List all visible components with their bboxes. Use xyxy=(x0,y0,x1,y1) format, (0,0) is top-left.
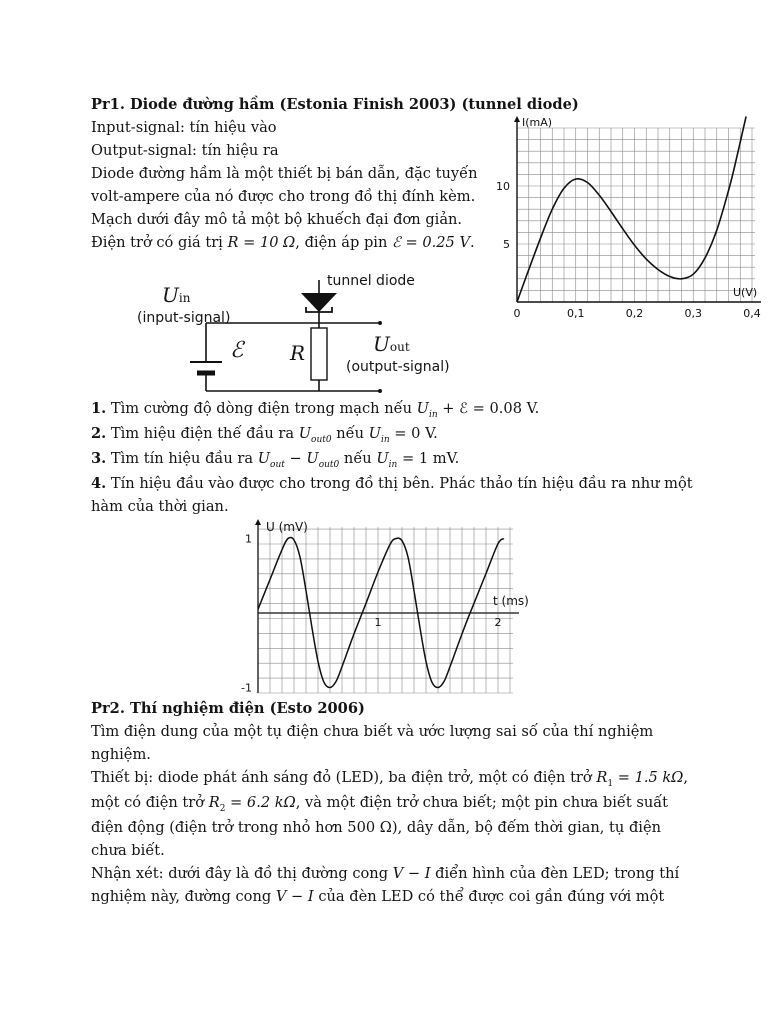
r-prefix: Điện trở có giá trị xyxy=(91,234,223,251)
uin-label: Uin xyxy=(162,283,191,307)
pr2-line-8: nghiệm này, đường cong V − I của đèn LED có thể được coi gần đúng với một xyxy=(91,888,665,905)
pr2-line-6: chưa biết. xyxy=(91,842,165,859)
pr1-line-5: Mạch dưới đây mô tả một bộ khuếch đại đơn giản. xyxy=(91,211,463,228)
x-tick-label: 0,3 xyxy=(684,307,702,320)
question-3: 3. Tìm tín hiệu đầu ra $U_{out} - U_{out0}$ nếu $U_{in} = 1$ mV. xyxy=(91,450,460,470)
pr1-line-2: Output-signal: tín hiệu ra xyxy=(91,142,279,159)
x-axis-label: t (ms) xyxy=(493,594,529,608)
question-1: 1. Tìm cường độ dòng điện trong mạch nếu $U_{in}$ + ℰ = 0.08 V. xyxy=(91,400,540,420)
pr2-line-3: Thiết bị: diode phát ánh sáng đỏ (LED), ba điện trở, một có điện trở $R_1 = 1.5$ kΩ, xyxy=(91,769,689,789)
pr2-line-7: Nhận xét: dưới đây là đồ thị đường cong V − I điển hình của đèn LED; trong thí xyxy=(91,865,680,882)
y-tick-label: 1 xyxy=(245,532,252,546)
pr1-line-3: Diode đường hầm là một thiết bị bán dẫn, đặc tuyến xyxy=(91,165,478,182)
y-axis-label: I(mA) xyxy=(522,116,553,129)
y-tick-label: -1 xyxy=(241,681,252,695)
tunnel-diode-label: tunnel diode xyxy=(327,273,415,289)
pr2-line-4: một có điện trở $R_2 = 6.2$ kΩ, và một điện trở chưa biết; một pin chưa biết suất xyxy=(91,794,669,814)
e-prefix: , điện áp pin xyxy=(295,234,388,251)
pr1-line-1: Input-signal: tín hiệu vào xyxy=(91,119,277,136)
e-end: . xyxy=(470,234,475,251)
x-tick-label: 2 xyxy=(494,616,502,629)
x-tick-label: 0,4 xyxy=(743,307,761,320)
pr1-title: Pr1. Diode đường hầm (Estonia Finish 2003) (tunnel diode) xyxy=(91,96,579,113)
resistor-label: R xyxy=(290,341,306,365)
y-axis-arrow xyxy=(255,519,261,525)
y-tick-label: 5 xyxy=(503,238,510,251)
pr1-line-4: volt-ampere của nó được cho trong đồ thị đính kèm. xyxy=(91,188,476,205)
question-4-cont: hàm của thời gian. xyxy=(91,498,229,515)
e-value: ℰ = 0.25 V xyxy=(392,234,471,251)
pr2-line-1: Tìm điện dung của một tụ điện chưa biết và ước lượng sai số của thí nghiệm xyxy=(91,723,654,740)
uin-caption: (input-signal) xyxy=(137,310,231,326)
x-axis-label: U(V) xyxy=(733,286,758,299)
uout-label: Uout xyxy=(373,332,410,356)
pr2-line-2: nghiệm. xyxy=(91,746,151,763)
pr2-line-5: điện động (điện trở trong nhỏ hơn 500 Ω), dây dẫn, bộ đếm thời gian, tụ điện xyxy=(91,819,661,836)
x-tick-label: 1 xyxy=(374,616,382,629)
question-4: 4. Tín hiệu đầu vào được cho trong đồ thị bên. Phác thảo tín hiệu đầu ra như một xyxy=(91,475,693,492)
emf-label: ℰ xyxy=(230,338,244,363)
y-tick-label: 10 xyxy=(496,180,510,193)
y-axis-label: U (mV) xyxy=(266,520,308,534)
x-tick-label: 0,2 xyxy=(625,307,644,320)
x-tick-label: 0 xyxy=(513,307,521,320)
question-2: 2. Tìm hiệu điện thế đầu ra $U_{out0}$ nếu $U_{in} = 0$ V. xyxy=(91,425,438,445)
uout-caption: (output-signal) xyxy=(346,359,450,375)
r-value: R = 10 Ω xyxy=(227,234,296,251)
x-tick-label: 0,1 xyxy=(567,307,585,320)
pr2-title: Pr2. Thí nghiệm điện (Esto 2006) xyxy=(91,700,365,717)
